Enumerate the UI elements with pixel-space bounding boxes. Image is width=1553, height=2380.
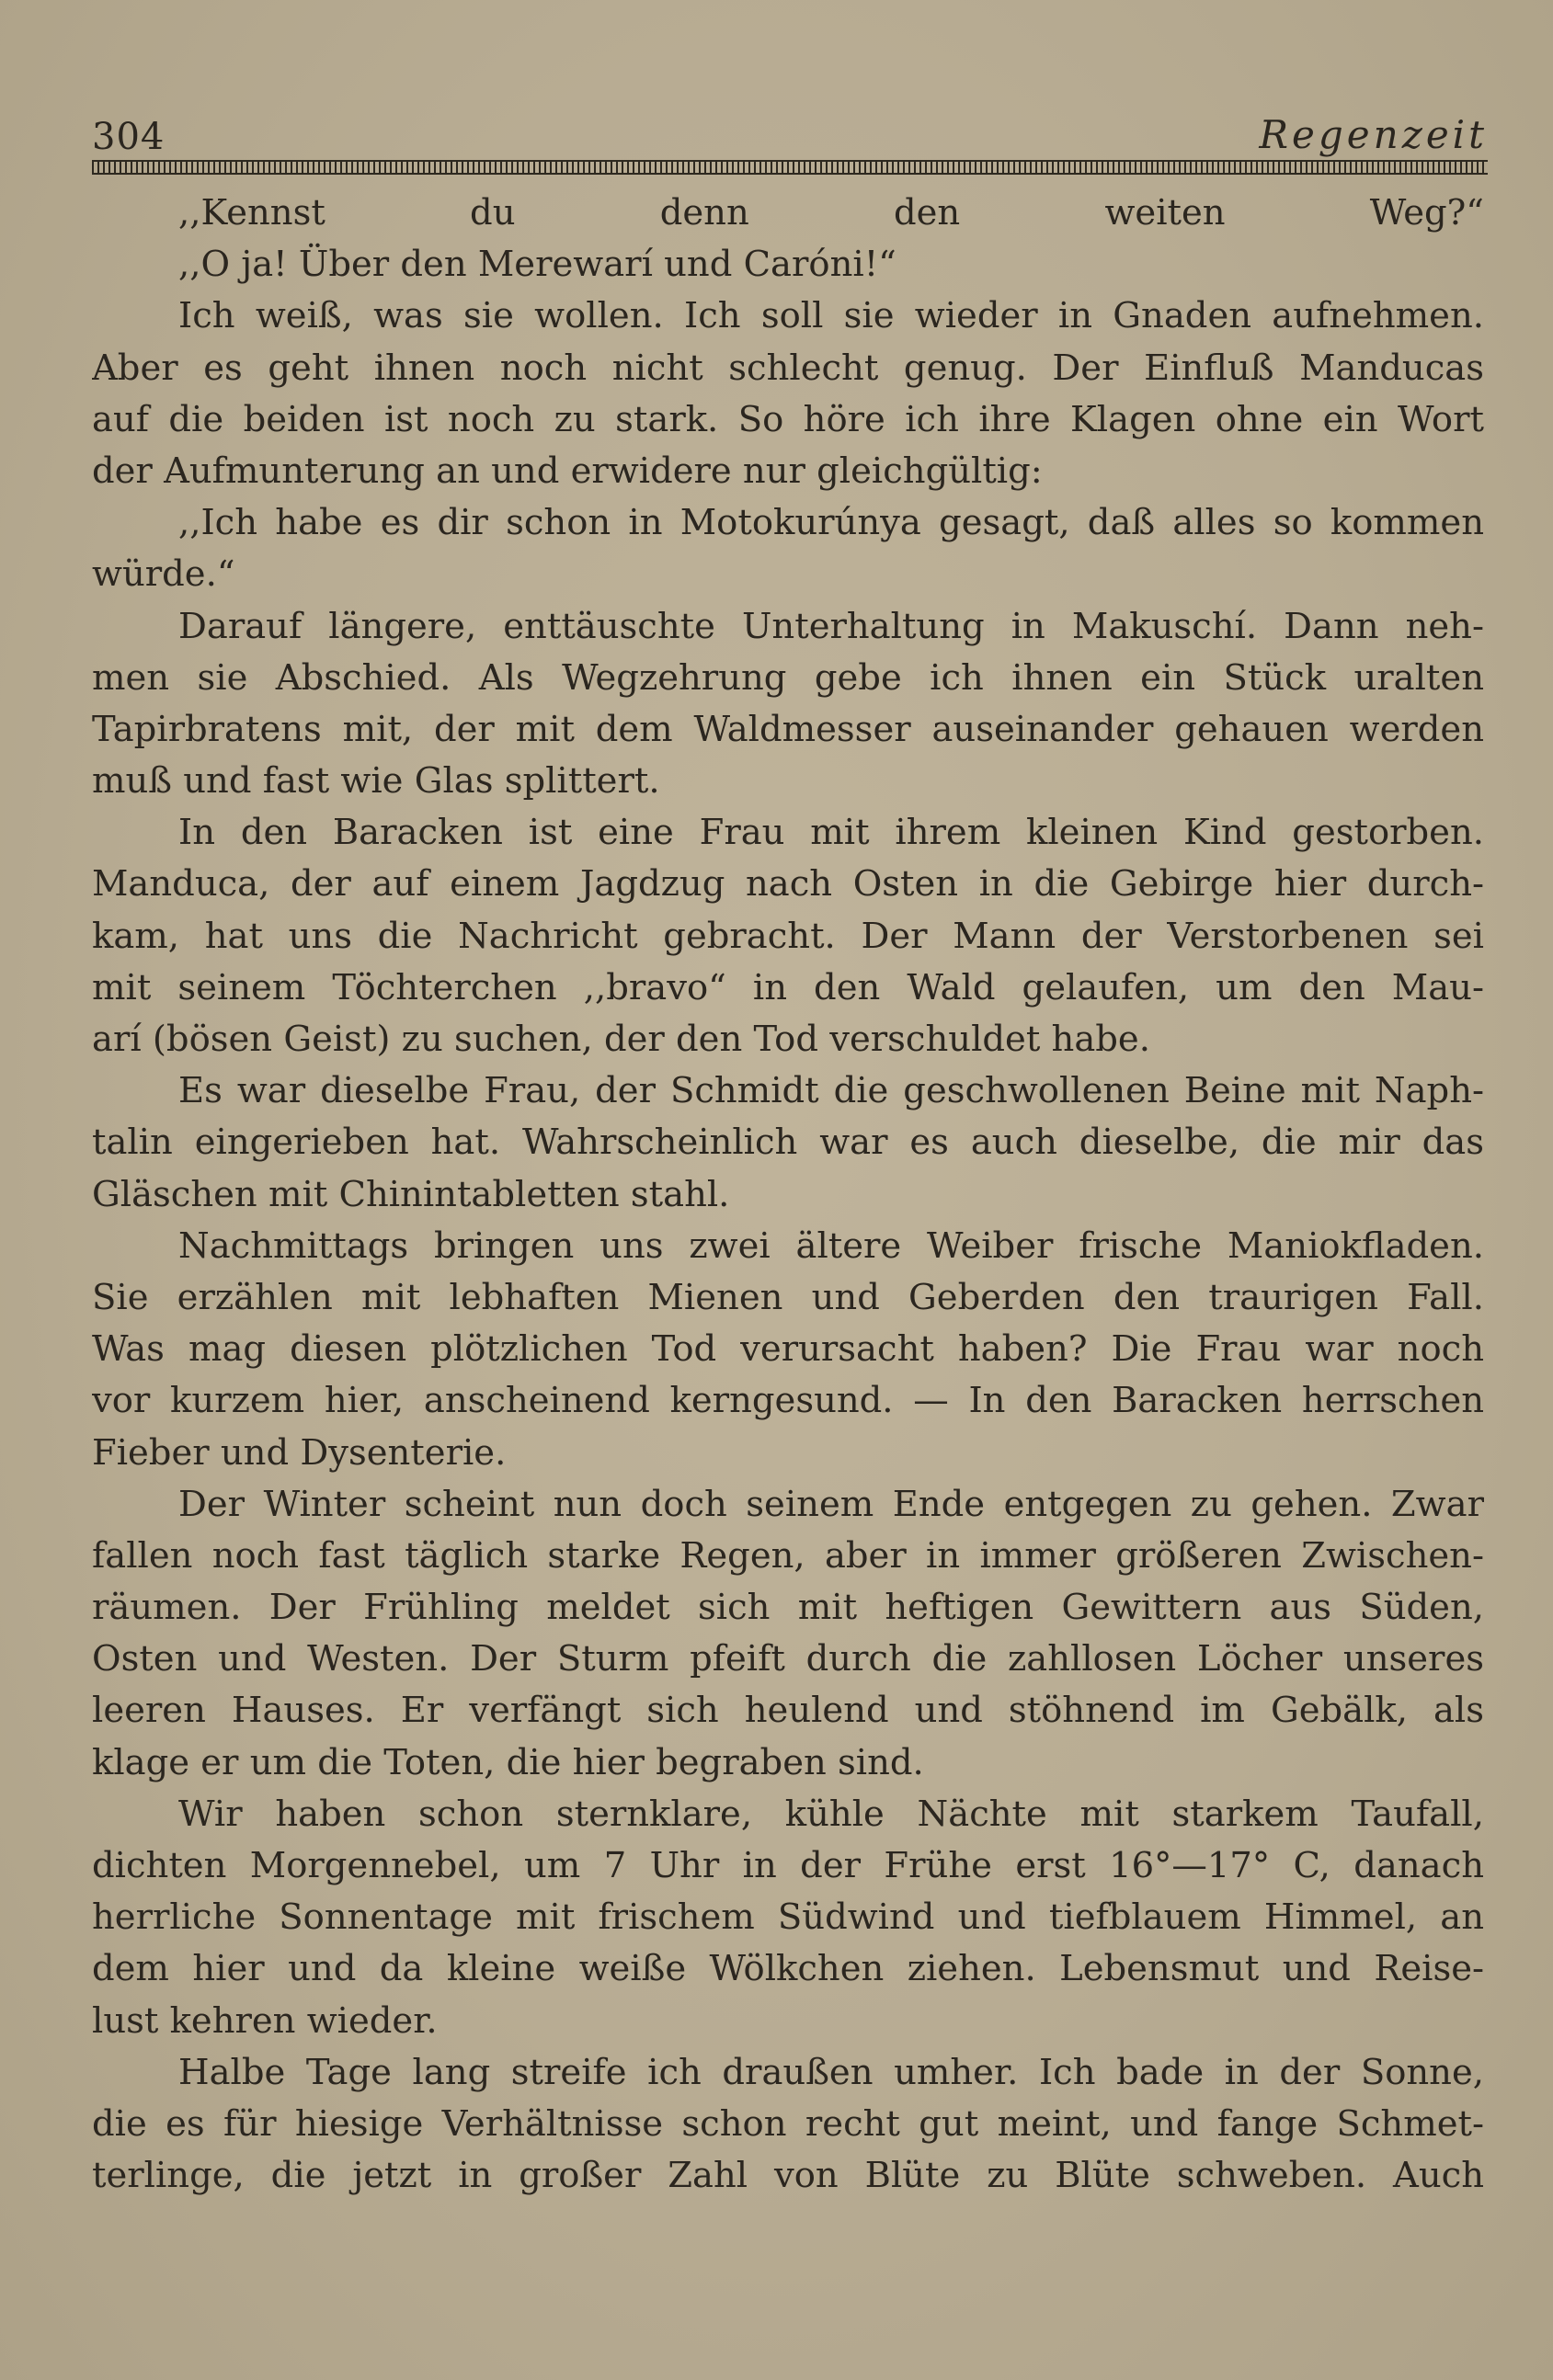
text-line: räumen. Der Frühling meldet sich mit heftigen Gewittern aus Süden, [92,1587,1484,1629]
text-line: Nachmittags bringen uns zwei ältere Weiber frische Maniokfladen. [178,1224,1484,1267]
text-line: fallen noch fast täglich starke Regen, aber in immer größeren Zwischen- [92,1534,1484,1577]
text-line: der Aufmunterung an und erwidere nur gleichgültig: [92,450,1043,492]
text-line: terlinge, die jetzt in großer Zahl von Blüte zu Blüte schweben. Auch [92,2155,1484,2197]
text-line: klage er um die Toten, die hier begraben sind. [92,1741,924,1783]
text-line: vor kurzem hier, anscheinend kerngesund. — In den Baracken herrschen [92,1380,1484,1422]
page-number: 304 [92,116,166,158]
text-line: Tapirbratens mit, der mit dem Waldmesser auseinander gehauen werden [92,708,1484,750]
text-line: men sie Abschied. Als Wegzehrung gebe ich ihnen ein Stück uralten [92,656,1484,699]
text-line: kam, hat uns die Nachricht gebracht. Der Mann der Verstorbenen sei [92,915,1484,957]
text-line: Darauf längere, enttäuschte Unterhaltung in Makuschí. Dann neh- [178,605,1484,647]
text-line: auf die beiden ist noch zu stark. So höre ich ihre Klagen ohne ein Wort [92,398,1484,440]
text-line: In den Baracken ist eine Frau mit ihrem kleinen Kind gestorben. [178,812,1484,854]
text-line: leeren Hauses. Er verfängt sich heulend und stöhnend im Gebälk, als [92,1690,1484,1732]
text-line: herrliche Sonnentage mit frischem Südwind und tiefblauem Himmel, an [92,1896,1484,1939]
text-line: würde.“ [92,553,235,596]
text-line: Osten und Westen. Der Sturm pfeift durch die zahllosen Löcher unseres [92,1638,1484,1680]
text-line: lust kehren wieder. [92,1999,438,2042]
text-line: Fieber und Dysenterie. [92,1431,507,1474]
text-line: Gläschen mit Chinintabletten stahl. [92,1173,730,1215]
text-line: Sie erzählen mit lebhaften Mienen und Geberden den traurigen Fall. [92,1276,1484,1318]
text-line: Es war dieselbe Frau, der Schmidt die geschwollenen Beine mit Naph- [178,1070,1484,1112]
text-line: ,,O ja! Über den Merewarí und Caróni!“ [178,244,896,286]
text-line: Aber es geht ihnen noch nicht schlecht genug. Der Einfluß Manducas [92,347,1484,389]
text-line: Halbe Tage lang streife ich draußen umher. Ich bade in der Sonne, [178,2051,1484,2093]
text-line: arí (bösen Geist) zu suchen, der den Tod verschuldet habe. [92,1019,1150,1060]
body-text [92,188,1484,2202]
text-line: die es für hiesige Verhältnisse schon recht gut meint, und fange Schmet- [92,2102,1484,2145]
text-line: dichten Morgennebel, um 7 Uhr in der Frühe erst 16°—17° C, danach [92,1845,1484,1886]
text-line: mit seinem Töchterchen ,,bravo“ in den Wald gelaufen, um den Mau- [92,966,1484,1008]
running-head: Regenzeit [1259,112,1488,157]
text-line: Manduca, der auf einem Jagdzug nach Osten in die Gebirge hier durch- [92,863,1484,905]
text-line: ,,Kennst du denn den weiten Weg?“ [178,192,1484,233]
text-line: Was mag diesen plötzlichen Tod verursacht haben? Die Frau war noch [92,1328,1484,1371]
text-line: Ich weiß, was sie wollen. Ich soll sie wieder in Gnaden aufnehmen. [178,295,1484,337]
page-header [92,108,1490,167]
text-line: talin eingerieben hat. Wahrscheinlich war es auch dieselbe, die mir das [92,1122,1484,1164]
text-line: Wir haben schon sternklare, kühle Nächte mit starkem Taufall, [178,1793,1484,1835]
text-line: ,,Ich habe es dir schon in Motokurúnya gesagt, daß alles so kommen [178,502,1484,544]
text-line: dem hier und da kleine weiße Wölkchen ziehen. Lebensmut und Reise- [92,1948,1484,1990]
text-line: Der Winter scheint nun doch seinem Ende entgegen zu gehen. Zwar [178,1483,1484,1525]
header-rule [92,160,1488,175]
text-line: muß und fast wie Glas splittert. [92,760,660,803]
